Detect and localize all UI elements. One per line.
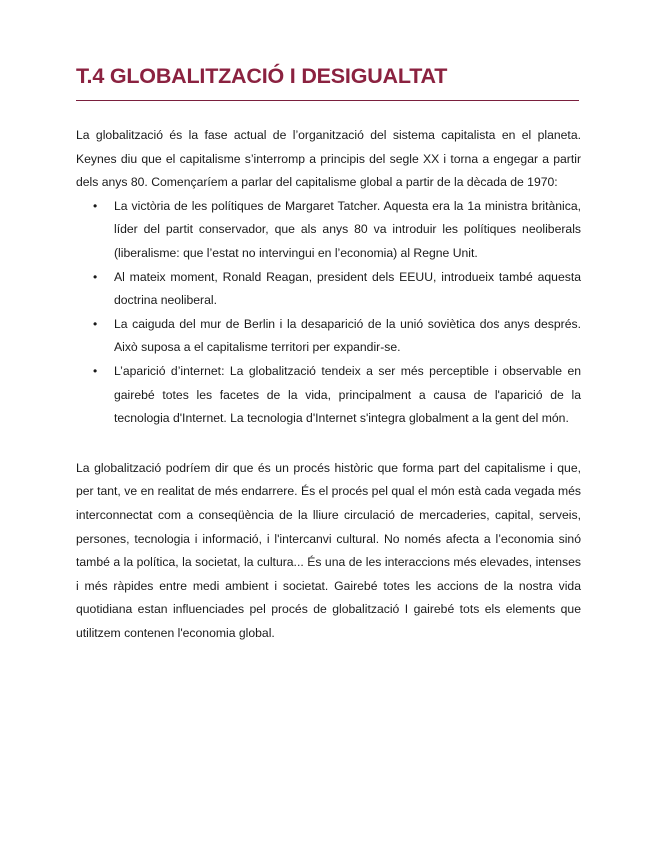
- page-title: T.4 GLOBALITZACIÓ I DESIGUALTAT: [76, 64, 448, 88]
- document-page: [76, 0, 581, 645]
- body-paragraph: La globalització podríem dir que és un procés històric que forma part del capitalisme i que, per tant, ve en realitat de més endarrere. És el procés pel qual el món està cada vegada més interconnectat com a conseqüència de la lliure circulació de mercaderies, capital, serveis, persones, tecnologia i informació, i l'intercanvi cultural. No només afecta a l’economia sinó també a la política, la societat, la cultura... És una de les interaccions més elevades, intenses i més ràpides entre medi ambient i societat. Gairebé totes les accions de la nostra vida quotidiana estan influenciades pel procés de globalització I gairebé tots els elements que utilitzem contenen l'economia global.: [76, 460, 581, 640]
- list-item-text: L’aparició d’internet: La globalització tendeix a ser més perceptible i observable en gairebé totes les facetes de la vida, principalment a causa de l'aparició de la tecnologia d'Internet. La tecnologia d'Internet s'integra globalment a la gent del món.: [114, 363, 581, 426]
- list-item-text: Al mateix moment, Ronald Reagan, president dels EEUU, introdueix també aquesta doctrina neoliberal.: [114, 269, 581, 308]
- list-item-text: La caiguda del mur de Berlin i la desaparició de la unió soviètica dos anys després. Això suposa a el capitalisme territori per expandir-se.: [114, 316, 581, 355]
- bullet-icon: •: [93, 363, 98, 378]
- list-item: [76, 360, 581, 431]
- bullet-icon: •: [93, 269, 98, 284]
- list-item: [76, 195, 581, 266]
- list-item: [76, 313, 581, 360]
- title-divider: [76, 100, 579, 101]
- intro-paragraph: La globalització és la fase actual de l’organització del sistema capitalista en el planeta. Keynes diu que el capitalisme s’interromp a principis del segle XX i torna a engegar a partir dels anys 80. Començaríem a parlar del capitalisme global a partir de la dècada de 1970:: [76, 128, 581, 190]
- bullet-icon: •: [93, 198, 98, 213]
- bullet-list: [76, 195, 581, 431]
- bullet-icon: •: [93, 316, 98, 331]
- list-item: [76, 266, 581, 313]
- list-item-text: La victòria de les polítiques de Margaret Tatcher. Aquesta era la 1a ministra britànica, líder del partit conservador, que als anys 80 va introduir les polítiques neoliberals (liberalisme: que l’estat no intervingui en l’economia) al Regne Unit.: [114, 198, 581, 260]
